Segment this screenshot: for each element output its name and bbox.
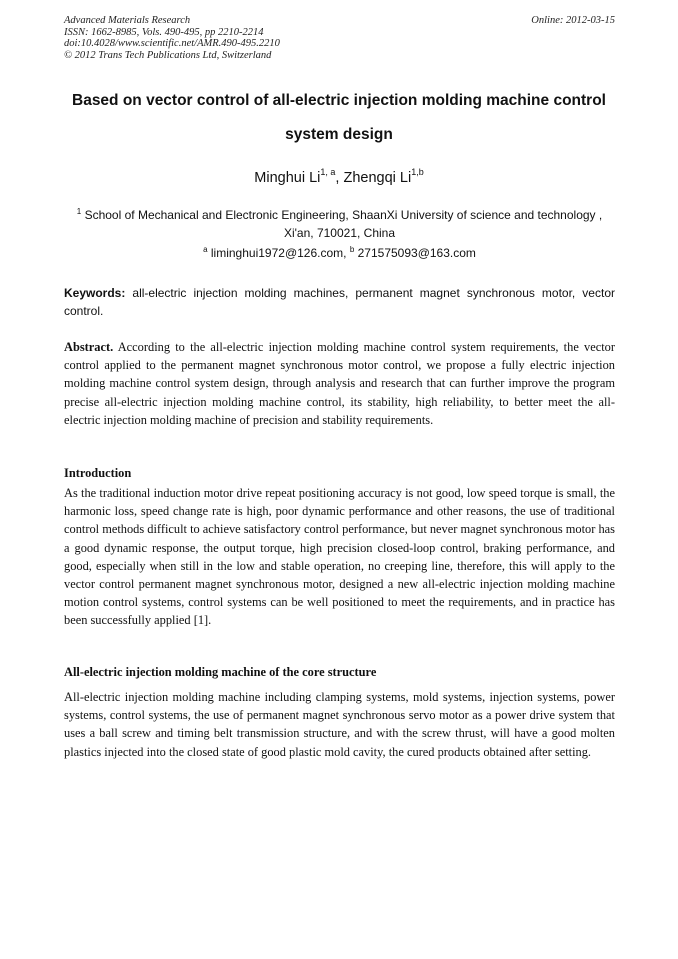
core-structure-heading: All-electric injection molding machine of the core structure: [64, 665, 377, 679]
email-a[interactable]: liminghui1972@126.com,: [210, 246, 347, 260]
online-date: Online: 2012-03-15: [531, 15, 615, 26]
affiliation: [64, 203, 615, 242]
core-structure-body: All-electric injection molding machine including clamping systems, mold systems, injection systems, power systems, control systems, the use of permanent magnet synchronous servo motor as a power drive system that uses a ball screw and timing belt transmission structure, and with the screw thrust, will have a good molten plastics injected into the closed state of good plastic mold cavity, the cured products obtained after setting.: [64, 690, 615, 759]
doi-line: doi:10.4028/www.scientific.net/AMR.490-495.2210: [64, 38, 280, 50]
copyright-line: © 2012 Trans Tech Publications Ltd, Switzerland: [64, 49, 272, 61]
author-1-name: Minghui Li: [254, 170, 321, 186]
journal-name: Advanced Materials Research: [64, 15, 191, 26]
email-a-marker: a: [203, 245, 208, 254]
keywords-label: Keywords:: [64, 286, 126, 300]
abstract-label: Abstract.: [64, 340, 114, 354]
author-separator: ,: [335, 170, 344, 186]
paper-title-line-2: system design: [285, 126, 393, 143]
author-2-sup: 1,b: [411, 167, 424, 177]
affiliation-marker: 1: [76, 207, 82, 216]
introduction-heading: Introduction: [64, 466, 132, 480]
email-b-marker: b: [349, 245, 355, 254]
author-2-name: Zhengqi Li: [343, 170, 412, 186]
journal-header: [64, 15, 615, 61]
issn-line: ISSN: 1662-8985, Vols. 490-495, pp 2210-2214: [64, 26, 264, 38]
abstract-text: According to the all-electric injection molding machine control system requirements, the vector control applied to the permanent magnet synchronous motor control, we propose a fully electric injection molding machine control system design, through analysis and research that can further improve the program precise all-electric injection molding machine control, its stability, high reliability, to better meet the all-electric injection molding machine of precision and stability requirements.: [64, 340, 615, 427]
keywords: [64, 284, 615, 320]
author-list: [40, 167, 638, 186]
affiliation-line-2: Xi'an, 710021, China: [283, 225, 396, 240]
abstract: [64, 338, 615, 429]
keywords-text: all-electric injection molding machines, permanent magnet synchronous motor, vector control.: [64, 286, 615, 318]
affiliation-line-1: [64, 203, 615, 225]
introduction-body: As the traditional induction motor drive repeat positioning accuracy is not good, low speed torque is small, the harmonic loss, speed change rate is high, poor dynamic performance and other reasons, the use of traditional control methods difficult to achieve satisfactory control performance, but never magnet synchronous motor has a good dynamic response, the output torque, high precision closed-loop control, braking performance, and good, especially when still in the low and stable operation, no creeping line, therefore, this will apply to the vector control permanent magnet synchronous motor, designed a new all-electric injection molding machine motion control systems, control systems can be well positioned to meet the requirements, and in practice has been successfully applied [1].: [64, 486, 615, 628]
author-emails: [64, 245, 615, 260]
author-1-sup: 1, a: [320, 167, 336, 177]
email-b[interactable]: 271575093@163.com: [357, 246, 476, 260]
paper-title-line-1: Based on vector control of all-electric injection molding machine control: [72, 92, 606, 109]
affiliation-text-1: School of Mechanical and Electronic Engineering, ShaanXi University of science and technology ,: [84, 208, 603, 222]
